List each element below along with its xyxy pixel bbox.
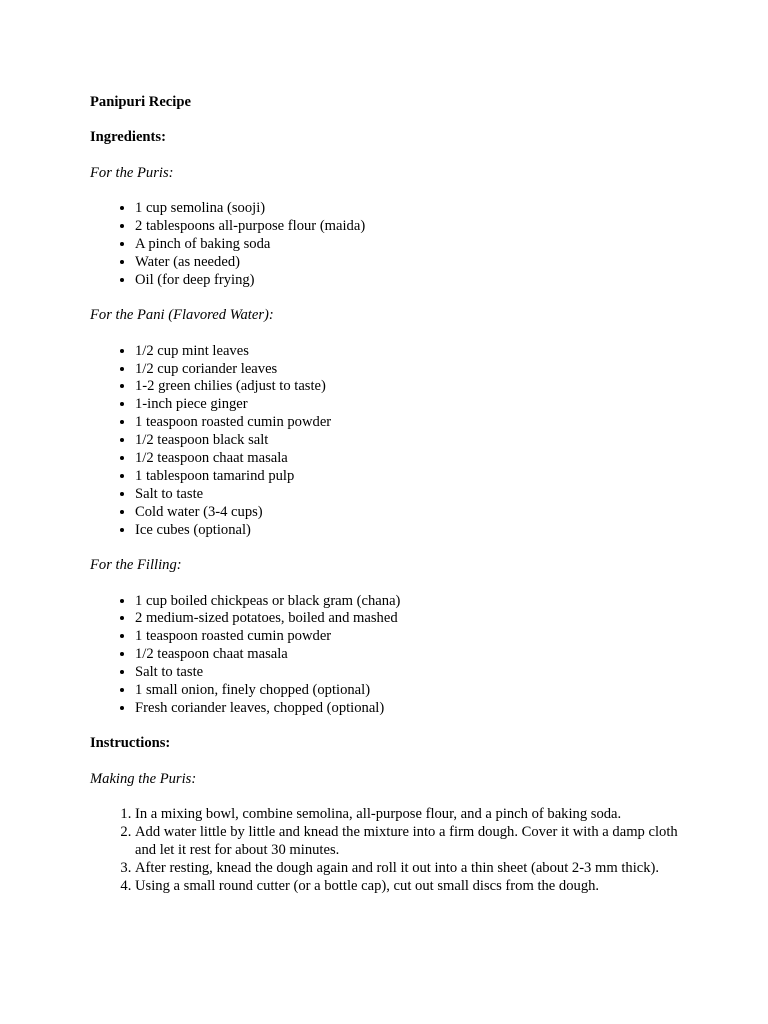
document-page <box>90 94 690 913</box>
list-item: • 1 teaspoon roasted cumin powder <box>135 414 690 432</box>
filling-subheading: For the Filling: <box>90 557 182 574</box>
puris-subheading: For the Puris: <box>90 164 174 181</box>
puris-ingredients-list <box>90 200 690 290</box>
list-item: • 1/2 teaspoon black salt <box>135 432 690 450</box>
list-item: • 1 cup boiled chickpeas or black gram (chana) <box>135 593 690 611</box>
list-item: • 1-inch piece ginger <box>135 396 690 414</box>
list-item: • Oil (for deep frying) <box>135 272 690 290</box>
pani-ingredients-list <box>90 343 690 540</box>
list-item: • 1/2 cup coriander leaves <box>135 361 690 379</box>
list-item: • A pinch of baking soda <box>135 236 690 254</box>
list-item: • Fresh coriander leaves, chopped (optional) <box>135 700 690 718</box>
list-item: • 1 teaspoon roasted cumin powder <box>135 628 690 646</box>
list-item: • Salt to taste <box>135 486 690 504</box>
list-item: • 1 small onion, finely chopped (optional) <box>135 682 690 700</box>
ingredients-heading: Ingredients: <box>90 129 166 146</box>
list-item: • Ice cubes (optional) <box>135 522 690 540</box>
list-item: • 1-2 green chilies (adjust to taste) <box>135 378 690 396</box>
list-item: • Water (as needed) <box>135 254 690 272</box>
making-puris-steps <box>90 806 690 896</box>
list-item: • 1 tablespoon tamarind pulp <box>135 468 690 486</box>
pani-subheading: For the Pani (Flavored Water): <box>90 307 274 324</box>
step-item: 3. After resting, knead the dough again and roll it out into a thin sheet (about 2-3 mm thick). <box>135 860 690 878</box>
list-item: • 2 tablespoons all-purpose flour (maida) <box>135 218 690 236</box>
step-item: 1. In a mixing bowl, combine semolina, all-purpose flour, and a pinch of baking soda. <box>135 806 690 824</box>
step-item: 2. Add water little by little and knead the mixture into a firm dough. Cover it with a damp cloth and let it rest for about 30 minutes. <box>135 824 690 860</box>
document-title: Panipuri Recipe <box>90 94 191 110</box>
step-item: 4. Using a small round cutter (or a bottle cap), cut out small discs from the dough. <box>135 878 690 896</box>
filling-ingredients-list <box>90 593 690 718</box>
list-item: • 1/2 teaspoon chaat masala <box>135 646 690 664</box>
instructions-heading: Instructions: <box>90 735 171 752</box>
list-item: • 2 medium-sized potatoes, boiled and mashed <box>135 610 690 628</box>
list-item: • Salt to taste <box>135 664 690 682</box>
making-puris-subheading: Making the Puris: <box>90 770 197 787</box>
list-item: • 1 cup semolina (sooji) <box>135 200 690 218</box>
list-item: • Cold water (3-4 cups) <box>135 504 690 522</box>
list-item: • 1/2 teaspoon chaat masala <box>135 450 690 468</box>
list-item: • 1/2 cup mint leaves <box>135 343 690 361</box>
